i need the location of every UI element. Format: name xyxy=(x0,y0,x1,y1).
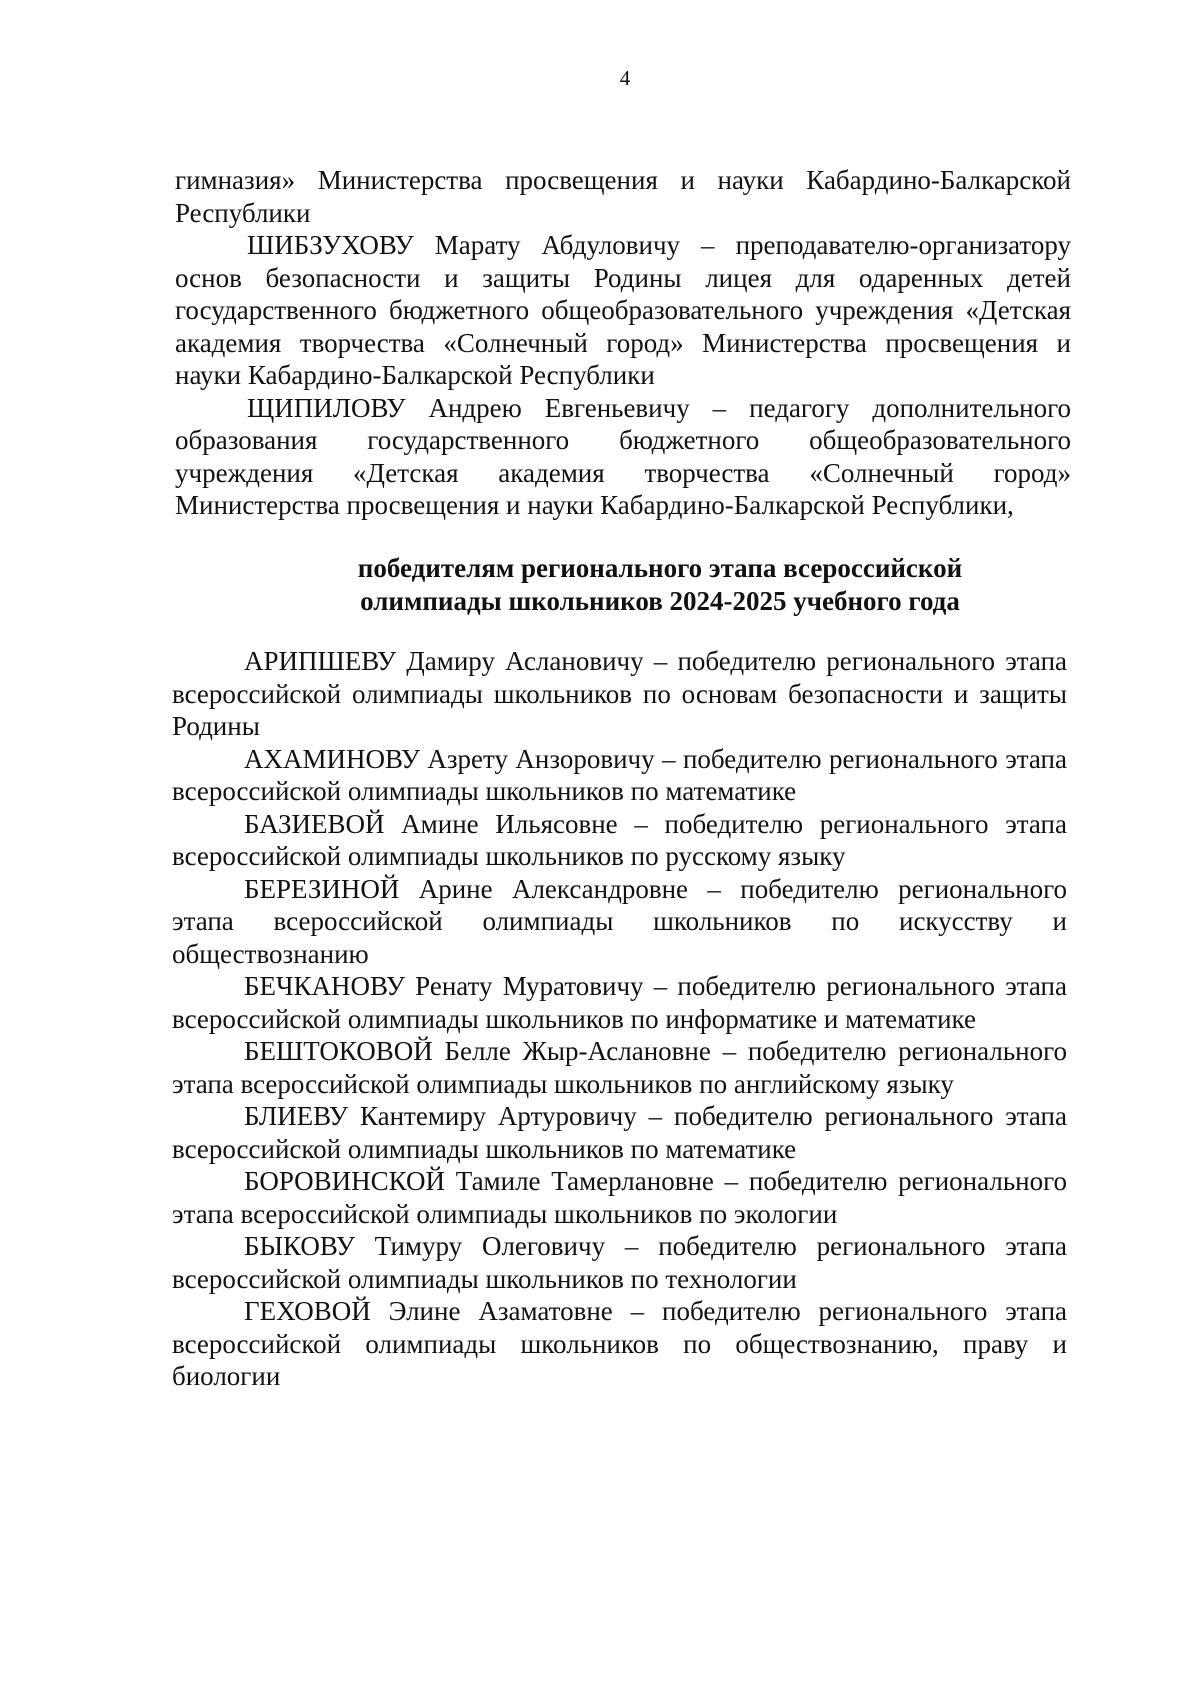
page-number: 4 xyxy=(619,66,631,90)
intro-section xyxy=(175,164,1071,522)
winner-entry: БЕШТОКОВОЙ Белле Жыр-Аслановне – победителю регионального этапа всероссийской олимпиады школьников по английскому языку xyxy=(172,1036,1067,1099)
winners-list xyxy=(172,645,1067,1393)
section-heading-line: олимпиады школьников 2024-2025 учебного года xyxy=(360,586,960,616)
section-heading-line: победителям регионального этапа всероссийской xyxy=(357,553,963,583)
winner-entry: АХАМИНОВУ Азрету Анзоровичу – победителю регионального этапа всероссийской олимпиады школьников по математике xyxy=(172,743,1067,806)
section-heading xyxy=(300,552,1020,618)
winner-entry: БЫКОВУ Тимуру Олеговичу – победителю регионального этапа всероссийской олимпиады школьников по технологии xyxy=(172,1231,1067,1294)
winner-entry: ГЕХОВОЙ Элине Азаматовне – победителю регионального этапа всероссийской олимпиады школьников по обществознанию, праву и биологии xyxy=(172,1296,1067,1391)
intro-paragraph-continuation: гимназия» Министерства просвещения и науки Кабардино-Балкарской Республики xyxy=(175,165,1071,228)
winner-entry: БЛИЕВУ Кантемиру Артуровичу – победителю регионального этапа всероссийской олимпиады школьников по математике xyxy=(172,1101,1067,1164)
intro-paragraph: ШИБЗУХОВУ Марату Абдуловичу – преподавателю-организатору основ безопасности и защиты Родины лицея для одаренных детей государственного бюджетного общеобразовательного учреждения «Детская академия творчества «Солнечный город» Министерства просвещения и науки Кабардино-Балкарской Республики xyxy=(175,230,1071,390)
winner-entry: БОРОВИНСКОЙ Тамиле Тамерлановне – победителю регионального этапа всероссийской олимпиады школьников по экологии xyxy=(172,1166,1067,1229)
winner-entry: АРИПШЕВУ Дамиру Аслановичу – победителю регионального этапа всероссийской олимпиады школьников по основам безопасности и защиты Родины xyxy=(172,646,1067,741)
winner-entry: БАЗИЕВОЙ Амине Ильясовне – победителю регионального этапа всероссийской олимпиады школьников по русскому языку xyxy=(172,808,1067,871)
intro-paragraph: ЩИПИЛОВУ Андрею Евгеньевичу – педагогу дополнительного образования государственного бюджетного общеобразовательного учреждения «Детская академия творчества «Солнечный город» Министерства просвещения и науки Кабардино-Балкарской Республики, xyxy=(175,392,1071,520)
winner-entry: БЕЧКАНОВУ Ренату Муратовичу – победителю регионального этапа всероссийской олимпиады школьников по информатике и математике xyxy=(172,971,1067,1034)
winner-entry: БЕРЕЗИНОЙ Арине Александровне – победителю регионального этапа всероссийской олимпиады школьников по искусству и обществознанию xyxy=(172,873,1067,969)
